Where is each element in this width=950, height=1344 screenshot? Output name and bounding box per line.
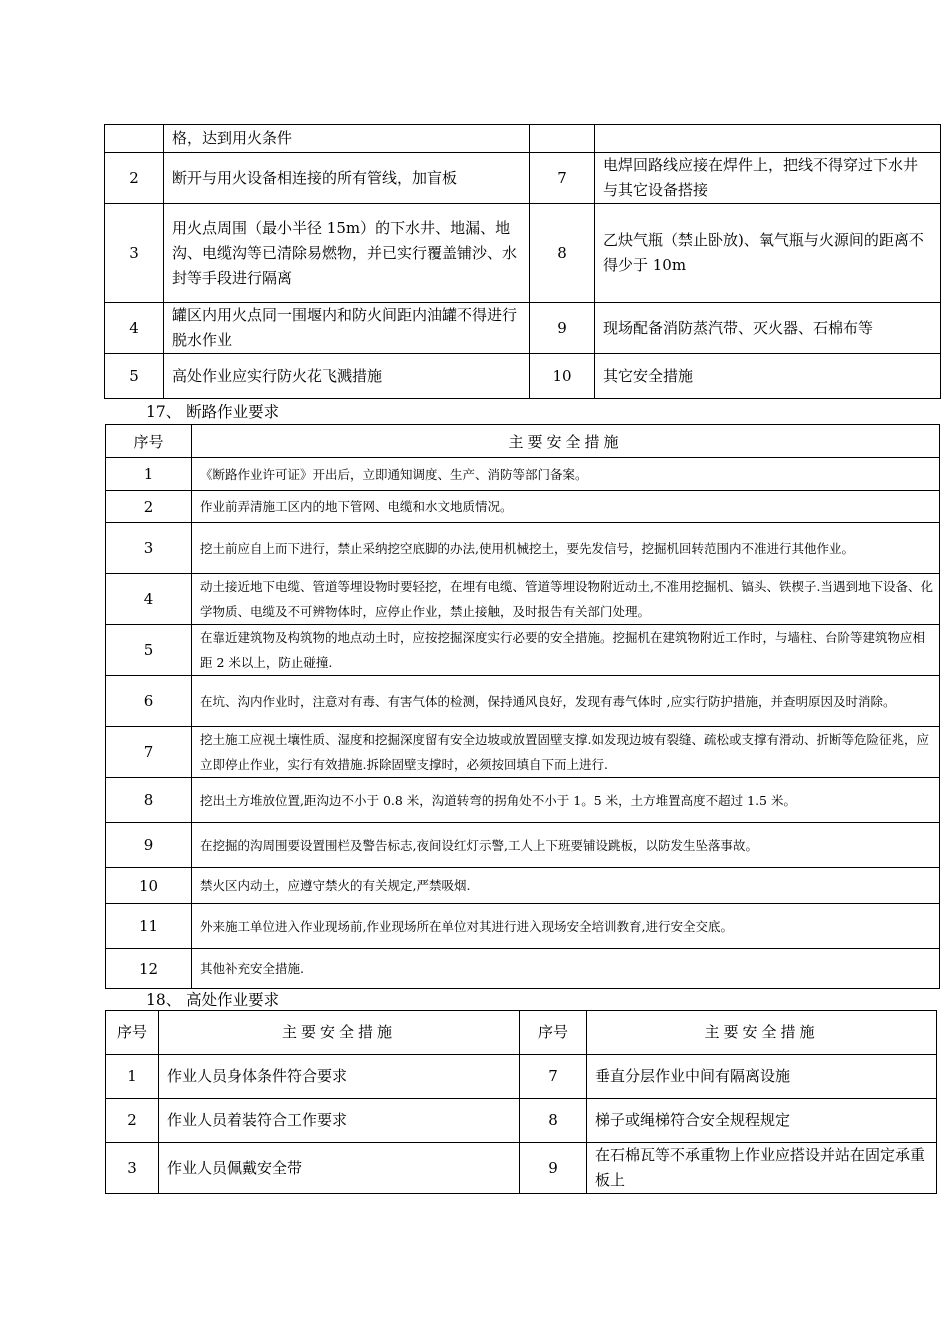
table-row bbox=[106, 491, 940, 523]
table-row bbox=[106, 904, 940, 949]
table-row bbox=[106, 727, 940, 778]
measure-text: 现场配备消防蒸汽带、灭火器、石棉布等 bbox=[595, 303, 941, 354]
row-number: 11 bbox=[106, 904, 192, 949]
work-at-height-table bbox=[105, 1010, 937, 1194]
row-number bbox=[105, 125, 164, 153]
road-closure-table bbox=[105, 424, 940, 989]
row-number: 2 bbox=[106, 491, 192, 523]
column-header-measures: 主要安全措施 bbox=[192, 425, 940, 458]
table-header-row bbox=[106, 425, 940, 458]
table-row bbox=[106, 823, 940, 868]
table-row bbox=[105, 204, 941, 303]
measure-text: 挖土施工应视土壤性质、湿度和挖掘深度留有安全边坡或放置固壁支撑.如发现边坡有裂缝、疏松或支撑有滑动、折断等危险征兆，应立即停止作业，实行有效措施.拆除固壁支撑时，必须按回填自下而上进行. bbox=[192, 727, 940, 778]
row-number: 3 bbox=[106, 1143, 159, 1194]
row-number: 10 bbox=[106, 868, 192, 904]
table-row bbox=[106, 1055, 937, 1099]
measure-text: 动土接近地下电缆、管道等埋设物时要轻挖，在埋有电缆、管道等埋设物附近动土,不准用挖掘机、镐头、铁楔子.当遇到地下设备、化学物质、电缆及不可辨物体时，应停止作业，禁止接触，及时报告有关部门处理。 bbox=[192, 574, 940, 625]
measure-text: 挖出土方堆放位置,距沟边不小于 0.8 米，沟道转弯的拐角处不小于 1。5 米，土方堆置高度不超过 1.5 米。 bbox=[192, 778, 940, 823]
column-header-measures: 主要安全措施 bbox=[159, 1011, 520, 1055]
table-row bbox=[106, 625, 940, 676]
row-number: 4 bbox=[106, 574, 192, 625]
row-number: 7 bbox=[520, 1055, 587, 1099]
row-number: 8 bbox=[530, 204, 595, 303]
table-row bbox=[106, 1143, 937, 1194]
row-number: 12 bbox=[106, 949, 192, 989]
measure-text: 作业人员着装符合工作要求 bbox=[159, 1099, 520, 1143]
measure-text: 其它安全措施 bbox=[595, 354, 941, 399]
measure-text: 禁火区内动土，应遵守禁火的有关规定,严禁吸烟. bbox=[192, 868, 940, 904]
row-number: 7 bbox=[106, 727, 192, 778]
column-header-no: 序号 bbox=[520, 1011, 587, 1055]
row-number: 2 bbox=[105, 153, 164, 204]
table-row bbox=[106, 778, 940, 823]
measure-text: 外来施工单位进入作业现场前,作业现场所在单位对其进行进入现场安全培训教育,进行安全交底。 bbox=[192, 904, 940, 949]
measure-text: 在石棉瓦等不承重物上作业应搭设并站在固定承重板上 bbox=[587, 1143, 937, 1194]
table-row bbox=[105, 125, 941, 153]
row-number: 2 bbox=[106, 1099, 159, 1143]
measure-text: 高处作业应实行防火花飞溅措施 bbox=[164, 354, 530, 399]
table-row bbox=[106, 523, 940, 574]
measure-text: 在坑、沟内作业时，注意对有毒、有害气体的检测，保持通风良好，发现有毒气体时 ,应实行防护措施，并查明原因及时消除。 bbox=[192, 676, 940, 727]
measure-text: 断开与用火设备相连接的所有管线，加盲板 bbox=[164, 153, 530, 204]
measure-text: 作业前弄清施工区内的地下管网、电缆和水文地质情况。 bbox=[192, 491, 940, 523]
row-number: 8 bbox=[106, 778, 192, 823]
row-number: 3 bbox=[106, 523, 192, 574]
measure-text: 在挖掘的沟周围要设置围栏及警告标志,夜间设红灯示警,工人上下班要铺设跳板，以防发生坠落事故。 bbox=[192, 823, 940, 868]
measure-text: 格，达到用火条件 bbox=[164, 125, 530, 153]
table-row bbox=[106, 1099, 937, 1143]
row-number: 8 bbox=[520, 1099, 587, 1143]
measure-text: 作业人员身体条件符合要求 bbox=[159, 1055, 520, 1099]
section-18-heading: 18、 高处作业要求 bbox=[146, 991, 280, 1009]
table-row bbox=[106, 676, 940, 727]
measure-text: 《断路作业许可证》开出后，立即通知调度、生产、消防等部门备案。 bbox=[192, 458, 940, 491]
measure-text: 用火点周围（最小半径 15m）的下水井、地漏、地沟、电缆沟等已清除易燃物，并已实行覆盖铺沙、水封等手段进行隔离 bbox=[164, 204, 530, 303]
measure-text: 梯子或绳梯符合安全规程规定 bbox=[587, 1099, 937, 1143]
row-number: 3 bbox=[105, 204, 164, 303]
row-number: 9 bbox=[520, 1143, 587, 1194]
measure-text: 乙炔气瓶（禁止卧放)、氧气瓶与火源间的距离不得少于 10m bbox=[595, 204, 941, 303]
measure-text: 其他补充安全措施. bbox=[192, 949, 940, 989]
column-header-no: 序号 bbox=[106, 1011, 159, 1055]
table-row bbox=[105, 354, 941, 399]
row-number: 6 bbox=[106, 676, 192, 727]
row-number: 7 bbox=[530, 153, 595, 204]
row-number: 5 bbox=[105, 354, 164, 399]
row-number: 9 bbox=[530, 303, 595, 354]
table-row bbox=[106, 949, 940, 989]
row-number: 5 bbox=[106, 625, 192, 676]
column-header-measures: 主要安全措施 bbox=[587, 1011, 937, 1055]
measure-text: 垂直分层作业中间有隔离设施 bbox=[587, 1055, 937, 1099]
table-header-row bbox=[106, 1011, 937, 1055]
row-number: 4 bbox=[105, 303, 164, 354]
table-row bbox=[106, 458, 940, 491]
row-number: 1 bbox=[106, 1055, 159, 1099]
hot-work-table bbox=[104, 124, 941, 399]
measure-text: 挖土前应自上而下进行，禁止采纳挖空底脚的办法,使用机械挖土，要先发信号，挖掘机回转范围内不准进行其他作业。 bbox=[192, 523, 940, 574]
table-row bbox=[106, 868, 940, 904]
row-number: 10 bbox=[530, 354, 595, 399]
row-number: 9 bbox=[106, 823, 192, 868]
measure-text bbox=[595, 125, 941, 153]
measure-text: 作业人员佩戴安全带 bbox=[159, 1143, 520, 1194]
table-row bbox=[105, 303, 941, 354]
table-row bbox=[106, 574, 940, 625]
section-17-heading: 17、 断路作业要求 bbox=[146, 403, 280, 421]
row-number: 1 bbox=[106, 458, 192, 491]
measure-text: 在靠近建筑物及构筑物的地点动土时，应按挖掘深度实行必要的安全措施。挖掘机在建筑物附近工作时，与墙柱、台阶等建筑物应相距 2 米以上，防止碰撞. bbox=[192, 625, 940, 676]
table-row bbox=[105, 153, 941, 204]
column-header-no: 序号 bbox=[106, 425, 192, 458]
measure-text: 电焊回路线应接在焊件上，把线不得穿过下水井与其它设备搭接 bbox=[595, 153, 941, 204]
measure-text: 罐区内用火点同一围堰内和防火间距内油罐不得进行脱水作业 bbox=[164, 303, 530, 354]
row-number bbox=[530, 125, 595, 153]
